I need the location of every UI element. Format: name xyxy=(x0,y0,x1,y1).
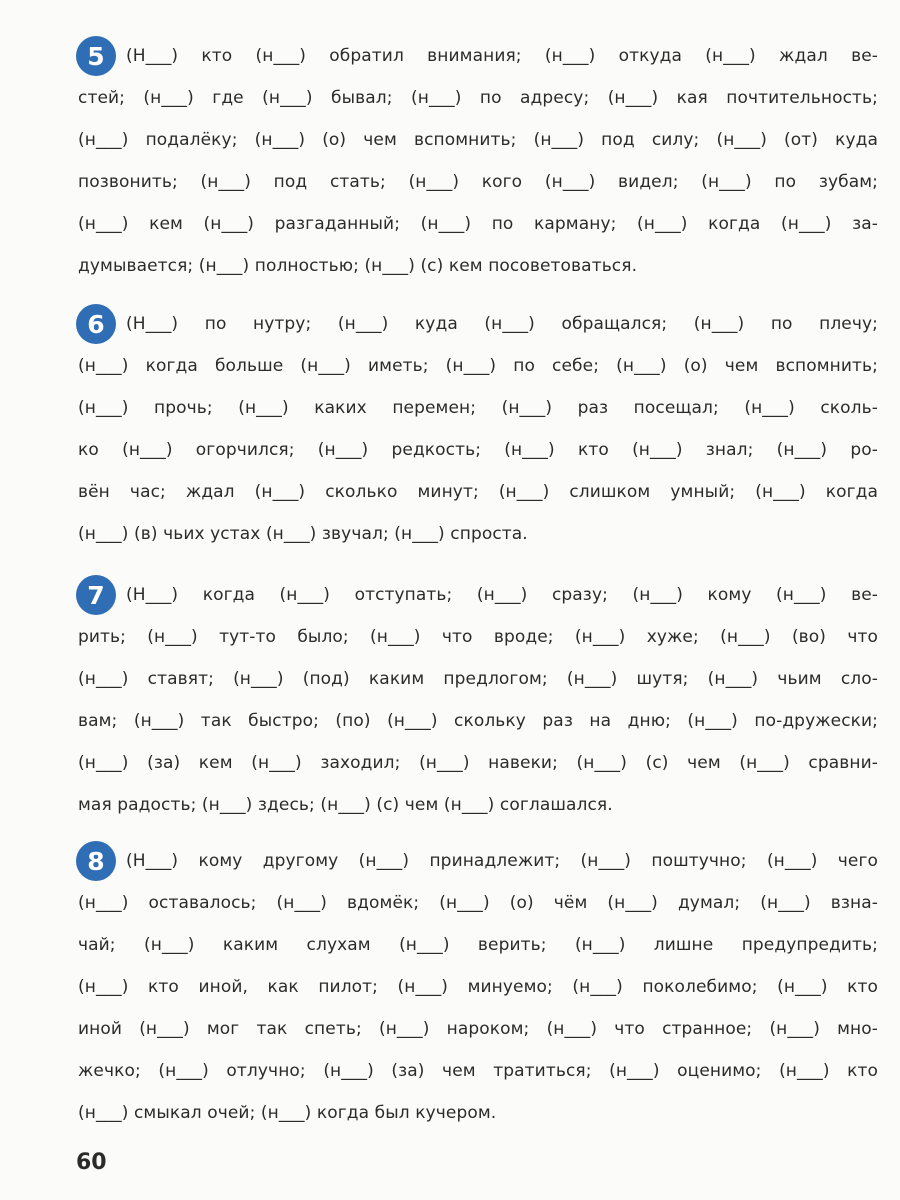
task-number: 5 xyxy=(87,41,105,71)
task-text-line: (Н___) кому другому (н___) принадлежит; (н___) поштучно; (н___) чего xyxy=(126,851,878,871)
task-number-badge xyxy=(76,36,116,76)
task-text-line: (Н___) кто (н___) обратил внимания; (н___) откуда (н___) ждал ве- xyxy=(126,46,878,66)
task-text-line: чай; (н___) каким слухам (н___) верить; (н___) лишне предупредить; xyxy=(78,935,878,955)
task-text-line: иной (н___) мог так спеть; (н___) нароком; (н___) что странное; (н___) мно- xyxy=(78,1019,878,1039)
task-number-badge xyxy=(76,304,116,344)
task-text-line: (Н___) когда (н___) отступать; (н___) сразу; (н___) кому (н___) ве- xyxy=(126,585,878,605)
task-text-line: вён час; ждал (н___) сколько минут; (н___) слишком умный; (н___) когда xyxy=(78,482,878,502)
task-text-line: (Н___) по нутру; (н___) куда (н___) обращался; (н___) по плечу; xyxy=(126,314,878,334)
task-text-line: (н___) (за) кем (н___) заходил; (н___) навеки; (н___) (с) чем (н___) сравни- xyxy=(78,753,878,773)
task-5 xyxy=(78,35,878,287)
task-text-line: жечко; (н___) отлучно; (н___) (за) чем тратиться; (н___) оценимо; (н___) кто xyxy=(78,1061,878,1081)
task-number: 7 xyxy=(87,580,105,610)
task-number: 6 xyxy=(87,309,105,339)
task-7 xyxy=(78,574,878,826)
task-text-line: (н___) подалёку; (н___) (о) чем вспомнить; (н___) под силу; (н___) (от) куда xyxy=(78,130,878,150)
task-text-line: (н___) прочь; (н___) каких перемен; (н___) раз посещал; (н___) сколь- xyxy=(78,398,878,418)
task-text-line: стей; (н___) где (н___) бывал; (н___) по адресу; (н___) кая почтительность; xyxy=(78,88,878,108)
page-number: 60 xyxy=(76,1150,107,1175)
task-text-line: думывается; (н___) полностью; (н___) (с) кем посоветоваться. xyxy=(78,256,638,276)
task-number-badge xyxy=(76,575,116,615)
task-text-line: рить; (н___) тут-то было; (н___) что вроде; (н___) хуже; (н___) (во) что xyxy=(78,627,878,647)
task-text-line: ко (н___) огорчился; (н___) редкость; (н___) кто (н___) знал; (н___) ро- xyxy=(78,440,878,460)
task-text-line: (н___) кто иной, как пилот; (н___) минуемо; (н___) поколебимо; (н___) кто xyxy=(78,977,878,997)
task-number: 8 xyxy=(87,846,105,876)
task-6 xyxy=(78,303,878,555)
task-number-badge xyxy=(76,841,116,881)
task-text-line: (н___) ставят; (н___) (под) каким предлогом; (н___) шутя; (н___) чьим сло- xyxy=(78,669,878,689)
task-text-line: позвонить; (н___) под стать; (н___) кого (н___) видел; (н___) по зубам; xyxy=(78,172,878,192)
task-text-line: (н___) оставалось; (н___) вдомёк; (н___) (о) чём (н___) думал; (н___) взна- xyxy=(78,893,878,913)
task-text-line: (н___) смыкал очей; (н___) когда был кучером. xyxy=(78,1103,497,1123)
task-8 xyxy=(78,840,878,1134)
task-text-line: (н___) (в) чьих устах (н___) звучал; (н___) спроста. xyxy=(78,524,528,544)
task-text-line: (н___) кем (н___) разгаданный; (н___) по карману; (н___) когда (н___) за- xyxy=(78,214,878,234)
task-text-line: мая радость; (н___) здесь; (н___) (с) чем (н___) соглашался. xyxy=(78,795,613,815)
task-text-line: вам; (н___) так быстро; (по) (н___) скольку раз на дню; (н___) по-дружески; xyxy=(78,711,878,731)
task-text-line: (н___) когда больше (н___) иметь; (н___) по себе; (н___) (о) чем вспомнить; xyxy=(78,356,878,376)
